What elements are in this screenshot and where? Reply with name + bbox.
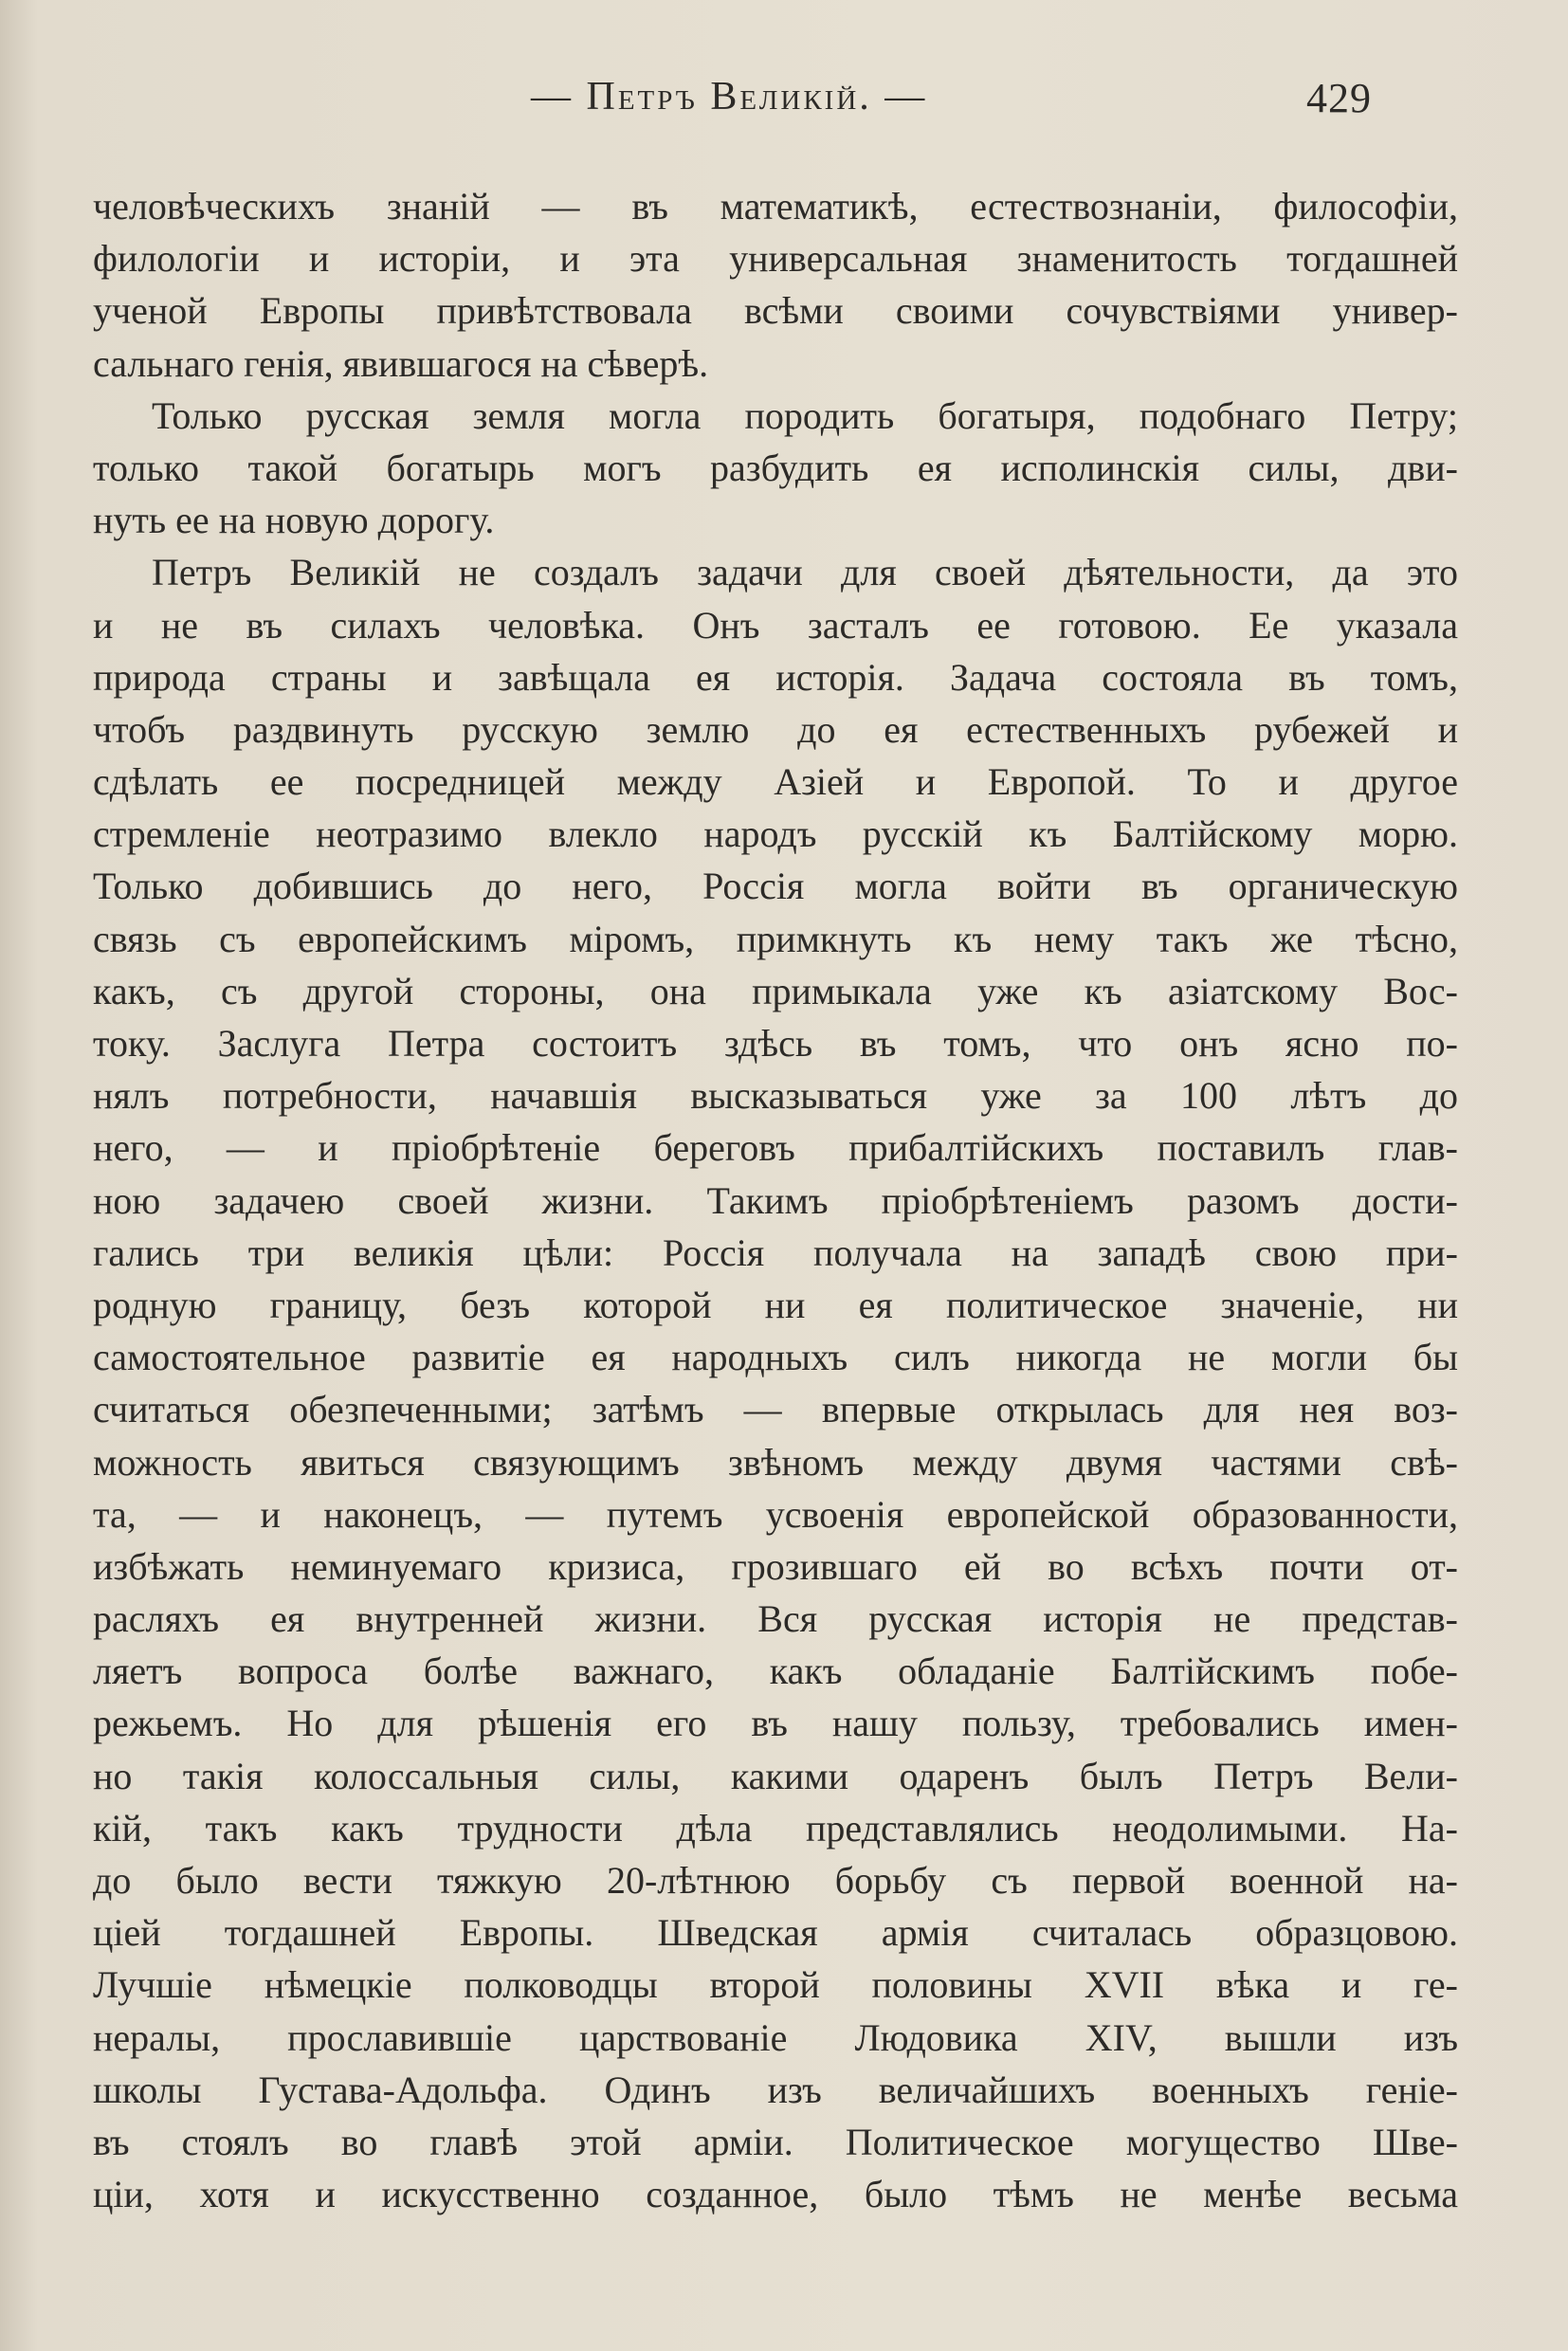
text-line: Петръ Великій не создалъ задачи для своей дѣятельности, да это bbox=[152, 551, 1458, 594]
text-line: связь съ европейскимъ міромъ, примкнуть къ нему такъ же тѣсно, bbox=[93, 917, 1458, 960]
text-line: него, — и пріобрѣтеніе береговъ прибалтійскихъ поставилъ глав- bbox=[93, 1126, 1458, 1170]
page-header bbox=[0, 74, 1568, 131]
text-line: нуть ее на новую дорогу. bbox=[93, 499, 495, 542]
text-line: природа страны и завѣщала ея исторія. Задача состояла въ томъ, bbox=[93, 655, 1458, 699]
text-line: родную границу, безъ которой ни ея политическое значеніе, ни bbox=[93, 1283, 1458, 1326]
text-line: до было вести тяжкую 20-лѣтнюю борьбу съ первой военной на- bbox=[93, 1859, 1458, 1902]
text-line: нялъ потребности, начавшія высказываться уже за 100 лѣтъ до bbox=[93, 1074, 1458, 1118]
text-line: нералы, прославившіе царствованіе Людовика XIV, вышли изъ bbox=[93, 2015, 1458, 2059]
text-line: школы Густава-Адольфа. Одинъ изъ величайшихъ военныхъ геніе- bbox=[93, 2068, 1458, 2111]
text-line: избѣжать неминуемаго кризиса, грозившаго ей во всѣхъ почти от- bbox=[93, 1544, 1458, 1588]
text-line: въ стоялъ во главѣ этой арміи. Политическое могущество Шве- bbox=[93, 2120, 1458, 2163]
text-line: считаться обезпеченными; затѣмъ — впервые открылась для нея воз- bbox=[93, 1388, 1458, 1431]
text-line: току. Заслуга Петра состоитъ здѣсь въ томъ, что онъ ясно по- bbox=[93, 1022, 1458, 1065]
text-line: Лучшіе нѣмецкіе полководцы второй половины XVII вѣка и ге- bbox=[93, 1963, 1458, 2007]
text-line: кій, такъ какъ трудности дѣла представлялись неодолимыми. На- bbox=[93, 1806, 1458, 1850]
text-line: расляхъ ея внутренней жизни. Вся русская исторія не представ- bbox=[93, 1597, 1458, 1641]
text-line: ляетъ вопроса болѣе важнаго, какъ обладаніе Балтійскимъ побе- bbox=[93, 1649, 1458, 1693]
text-line: та, — и наконецъ, — путемъ усвоенія европейской образованности, bbox=[93, 1492, 1458, 1536]
text-line: сдѣлать ее посредницей между Азіей и Европой. То и другое bbox=[93, 760, 1458, 804]
text-line: какъ, съ другой стороны, она примыкала уже къ азіатскому Вос- bbox=[93, 969, 1458, 1012]
text-line: человѣческихъ знаній — въ математикѣ, естествознаніи, философіи, bbox=[93, 185, 1458, 228]
text-line: режьемъ. Но для рѣшенія его въ нашу пользу, требовались имен- bbox=[93, 1702, 1458, 1745]
body-text bbox=[93, 180, 1458, 2220]
text-line: стремленіе неотразимо влекло народъ русскій къ Балтійскому морю. bbox=[93, 812, 1458, 856]
text-line: но такія колоссальныя силы, какими одаренъ былъ Петръ Вели- bbox=[93, 1754, 1458, 1797]
text-line: самостоятельное развитіе ея народныхъ силъ никогда не могли бы bbox=[93, 1336, 1458, 1379]
text-line: гались три великія цѣли: Россія получала на западѣ свою при- bbox=[93, 1230, 1458, 1274]
text-line: ною задачею своей жизни. Такимъ пріобрѣтеніемъ разомъ дости- bbox=[93, 1178, 1458, 1222]
text-line: можность явиться связующимъ звѣномъ между двумя частями свѣ- bbox=[93, 1440, 1458, 1484]
text-line: Только добившись до него, Россія могла войти въ органическую bbox=[93, 865, 1458, 908]
text-line: и не въ силахъ человѣка. Онъ засталъ ее готовою. Ее указала bbox=[93, 603, 1458, 647]
text-line: сальнаго генія, явившагося на сѣверѣ. bbox=[93, 341, 709, 385]
text-line: ціи, хотя и искусственно созданное, было тѣмъ не менѣе весьма bbox=[93, 2173, 1458, 2216]
running-title: — Петръ Великій. — bbox=[531, 75, 928, 118]
text-line: Только русская земля могла породить богатыря, подобнаго Петру; bbox=[152, 393, 1458, 437]
text-line: чтобъ раздвинуть русскую землю до ея естественныхъ рубежей и bbox=[93, 707, 1458, 751]
text-line: только такой богатырь могъ разбудить ея исполинскія силы, дви- bbox=[93, 446, 1458, 489]
text-line: ученой Европы привѣтствовала всѣми своими сочувствіями универ- bbox=[93, 289, 1458, 333]
text-line: ціей тогдашней Европы. Шведская армія считалась образцовою. bbox=[93, 1911, 1458, 1955]
page-number: 429 bbox=[1306, 75, 1372, 121]
text-line: филологіи и исторіи, и эта универсальная знаменитость тогдашней bbox=[93, 237, 1458, 281]
